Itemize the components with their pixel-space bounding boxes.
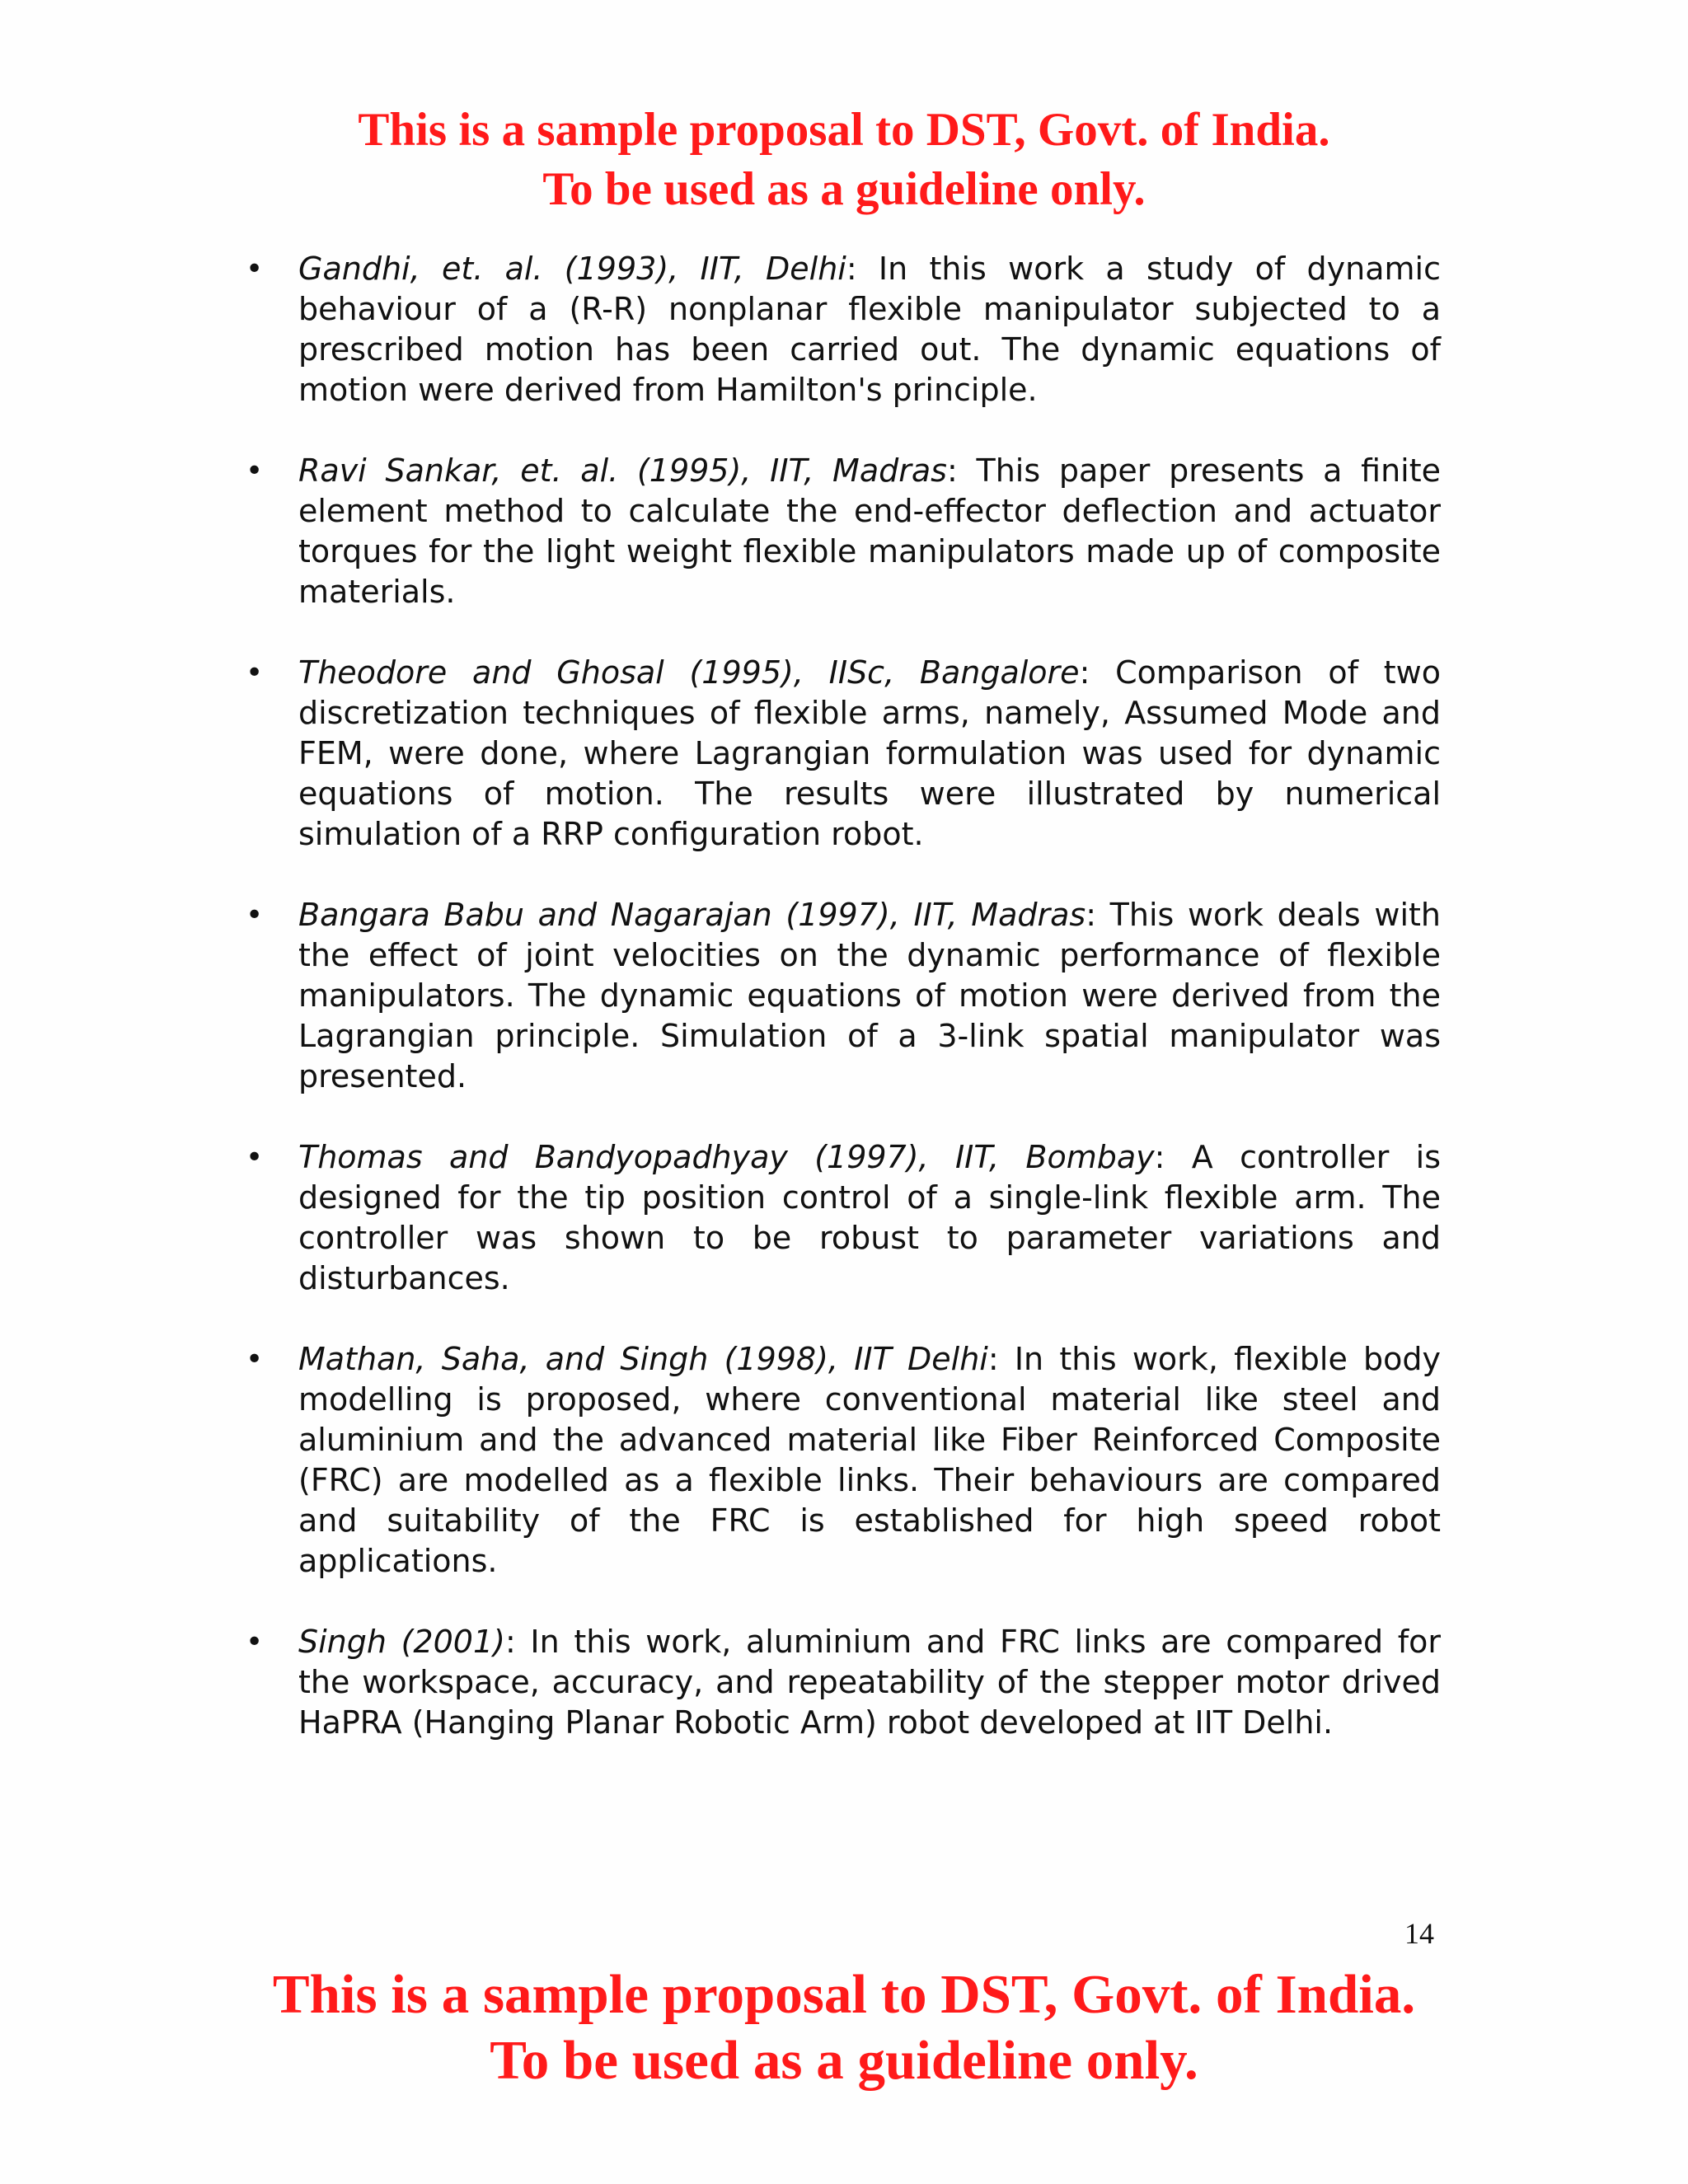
bullet-icon: • xyxy=(246,656,264,690)
entry-text: : In this work, flexible body modelling is proposed, where conventional material like steel and aluminium and the advanced material like Fiber Reinforced Composite (FRC) are modelled as a flexible links. Their behaviours are compared and suitability of the FRC is established for high speed robot applications. xyxy=(298,1341,1441,1579)
entry-citation: Singh (2001) xyxy=(298,1624,505,1660)
bullet-icon: • xyxy=(246,252,264,286)
entry-text: : In this work a study of dynamic behaviour of a (R-R) nonplanar flexible manipulator subjected to a prescribed motion has been carried out. The dynamic equations of motion were derived from Hamilton's principle. xyxy=(298,251,1441,408)
entry-citation: Ravi Sankar, et. al. (1995), IIT, Madras xyxy=(298,452,947,489)
banner-line-1: This is a sample proposal to DST, Govt. of India. xyxy=(272,1964,1416,2025)
page-number: 14 xyxy=(1404,1917,1434,1950)
list-item xyxy=(242,451,1441,612)
entry-text: : In this work, aluminium and FRC links are compared for the workspace, accuracy, and repeatability of the stepper motor drived HaPRA (Hanging Planar Robotic Arm) robot developed at IIT Delhi. xyxy=(298,1624,1441,1741)
entry-text: : Comparison of two discretization techniques of flexible arms, namely, Assumed Mode and FEM, were done, where Lagrangian formulation was used for dynamic equations of motion. The results were illustrated by numerical simulation of a RRP configuration robot. xyxy=(298,654,1441,852)
entry-text: : A controller is designed for the tip position control of a single-link flexible arm. The controller was shown to be robust to parameter variations and disturbances. xyxy=(298,1139,1441,1296)
banner-line-1: This is a sample proposal to DST, Govt. of India. xyxy=(358,104,1330,156)
banner-line-2: To be used as a guideline only. xyxy=(542,163,1146,215)
banner-line-2: To be used as a guideline only. xyxy=(490,2030,1198,2091)
watermark-banner-bottom xyxy=(0,1961,1688,2093)
entry-text: : This work deals with the effect of joint velocities on the dynamic performance of flexible manipulators. The dynamic equations of motion were derived from the Lagrangian principle. Simulation of a 3-link spatial manipulator was presented. xyxy=(298,897,1441,1094)
watermark-banner-top xyxy=(0,101,1688,219)
list-item xyxy=(242,895,1441,1097)
list-item xyxy=(242,1622,1441,1743)
list-item xyxy=(242,1137,1441,1299)
entry-text: : This paper presents a finite element method to calculate the end-effector deflection and actuator torques for the light weight flexible manipulators made up of composite materials. xyxy=(298,452,1441,610)
entry-citation: Gandhi, et. al. (1993), IIT, Delhi xyxy=(298,251,846,287)
entry-citation: Mathan, Saha, and Singh (1998), IIT Delhi xyxy=(298,1341,988,1377)
literature-review-list xyxy=(242,249,1441,1783)
list-item xyxy=(242,1339,1441,1582)
entry-citation: Thomas and Bandyopadhyay (1997), IIT, Bombay xyxy=(298,1139,1155,1175)
list-item xyxy=(242,653,1441,855)
bullet-icon: • xyxy=(246,1141,264,1174)
list-item xyxy=(242,249,1441,410)
bullet-icon: • xyxy=(246,1625,264,1659)
entry-citation: Bangara Babu and Nagarajan (1997), IIT, Madras xyxy=(298,897,1086,933)
bullet-icon: • xyxy=(246,898,264,932)
entry-citation: Theodore and Ghosal (1995), IISc, Bangalore xyxy=(298,654,1080,691)
bullet-icon: • xyxy=(246,1343,264,1376)
bullet-icon: • xyxy=(246,454,264,488)
